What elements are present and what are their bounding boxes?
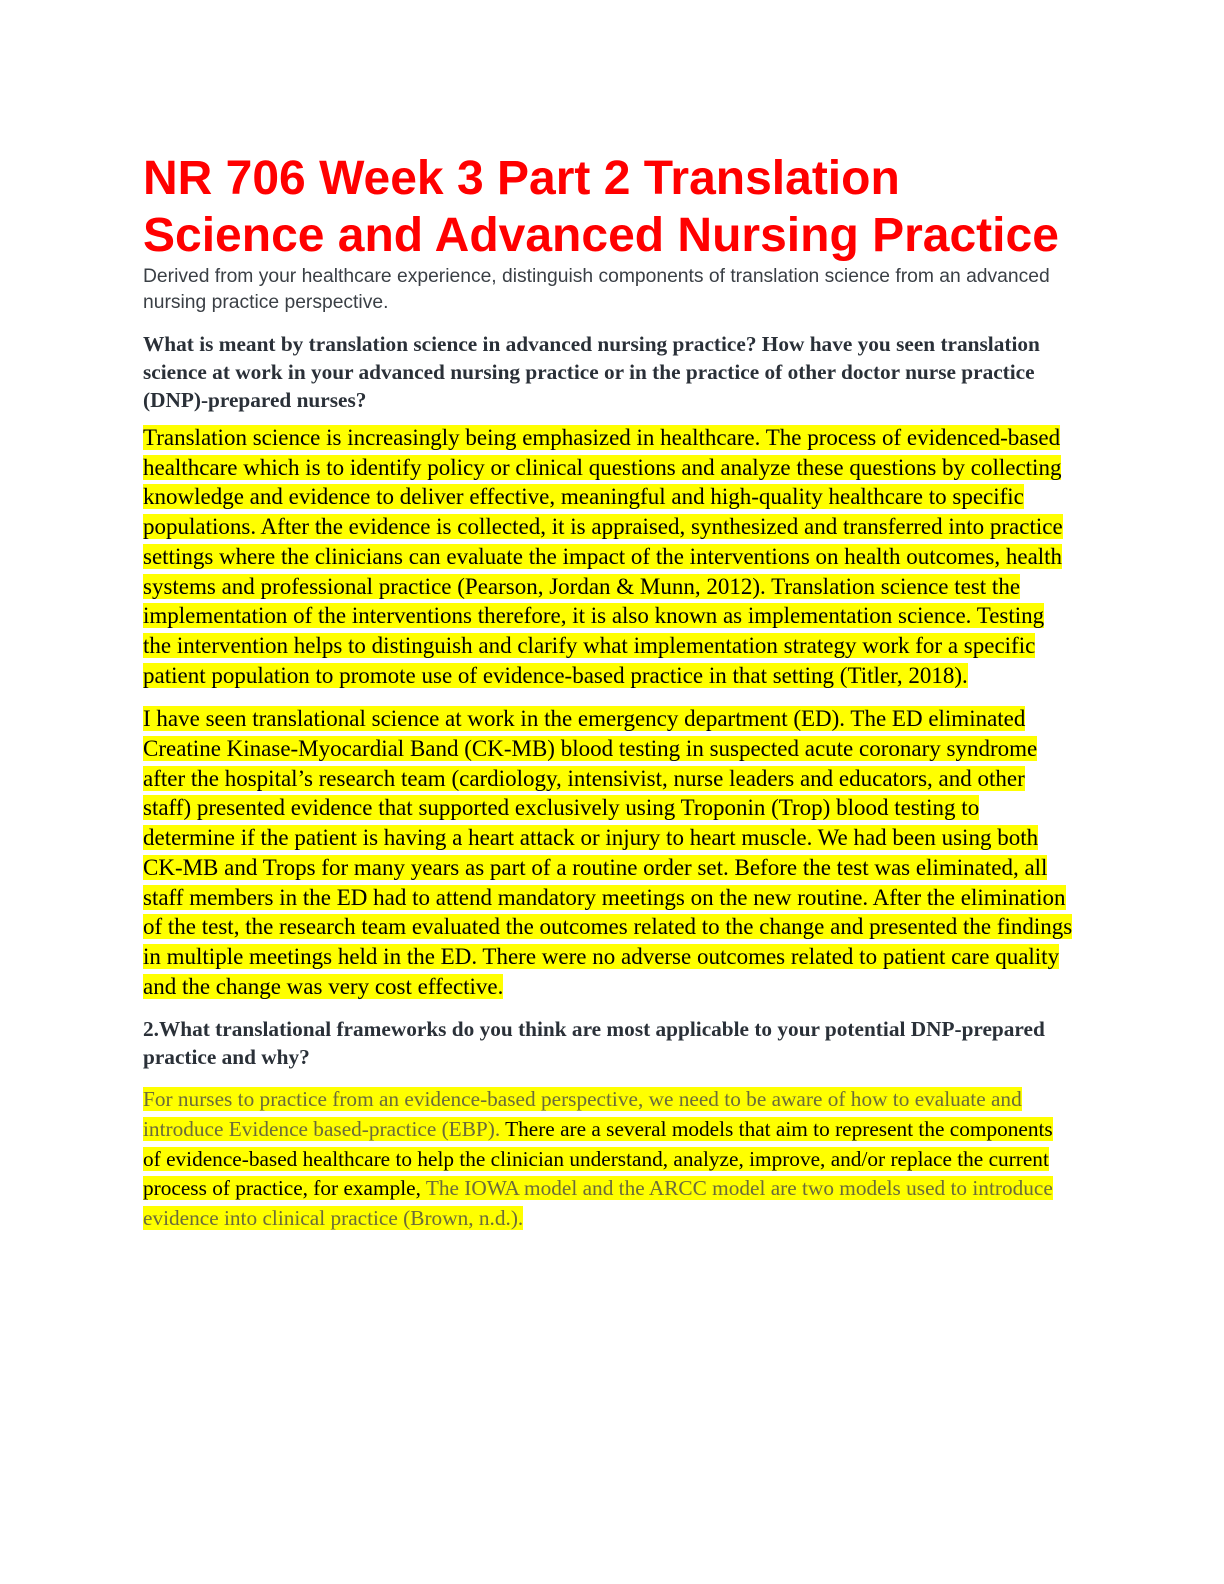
highlighted-text-muted: The IOWA model and the ARCC model are two models used to introduce evidence into clinical practice (Brown, n.d.).: [143, 1176, 1053, 1231]
question-1: What is meant by translation science in advanced nursing practice? How have you seen translation science at work in your advanced nursing practice or in the practice of other doctor nurse practice (DNP)-prepared nurses?: [143, 332, 1040, 412]
question-2: 2.What translational frameworks do you think are most applicable to your potential DNP-prepared practice and why?: [143, 1017, 1045, 1070]
document-page: [143, 150, 1073, 1234]
document-subtitle: Derived from your healthcare experience, distinguish components of translation science from an advanced nursing practice perspective.: [143, 266, 1050, 313]
highlighted-text: Translation science is increasingly being emphasized in healthcare. The process of evidenced-based healthcare which is to identify policy or clinical questions and analyze these questions by collecting knowledge and evidence to deliver effective, meaningful and high-quality healthcare to specific populations. After the evidence is collected, it is appraised, synthesized and transferred into practice settings where the clinicians can evaluate the impact of the interventions on health outcomes, health systems and professional practice (Pearson, Jordan & Munn, 2012). Translation science test the implementation of the interventions therefore, it is also known as implementation science. Testing the intervention helps to distinguish and clarify what implementation strategy work for a specific patient population to promote use of evidence-based practice in that setting (Titler, 2018).: [143, 425, 1063, 688]
answer-2-paragraph: [143, 1085, 1073, 1234]
highlighted-text: I have seen translational science at work in the emergency department (ED). The ED eliminated Creatine Kinase-Myocardial Band (CK-MB) blood testing in suspected acute coronary syndrome after the hospital’s research team (cardiology, intensivist, nurse leaders and educators, and other staff) presented evidence that supported exclusively using Troponin (Trop) blood testing to determine if the patient is having a heart attack or injury to heart muscle. We had been using both CK-MB and Trops for many years as part of a routine order set. Before the test was eliminated, all staff members in the ED had to attend mandatory meetings on the new routine. After the elimination of the test, the research team evaluated the outcomes related to the change and presented the findings in multiple meetings held in the ED. There were no adverse outcomes related to patient care quality and the change was very cost effective.: [143, 706, 1073, 999]
highlighted-text-muted: For nurses to practice from an evidence-based perspective, we need to be aware of how to evaluate and introduce Evidence based-practice (EBP).: [143, 1087, 1022, 1142]
answer-1-paragraph-2: [143, 704, 1073, 1001]
highlighted-text: There are a several models that aim to represent the components of evidence-based healthcare to help the clinician understand, analyze, improve, and/or replace the current process of practice, for example,: [143, 1117, 1053, 1201]
answer-1-paragraph-1: [143, 423, 1073, 690]
document-title: NR 706 Week 3 Part 2 Translation Science and Advanced Nursing Practice: [143, 152, 1059, 262]
